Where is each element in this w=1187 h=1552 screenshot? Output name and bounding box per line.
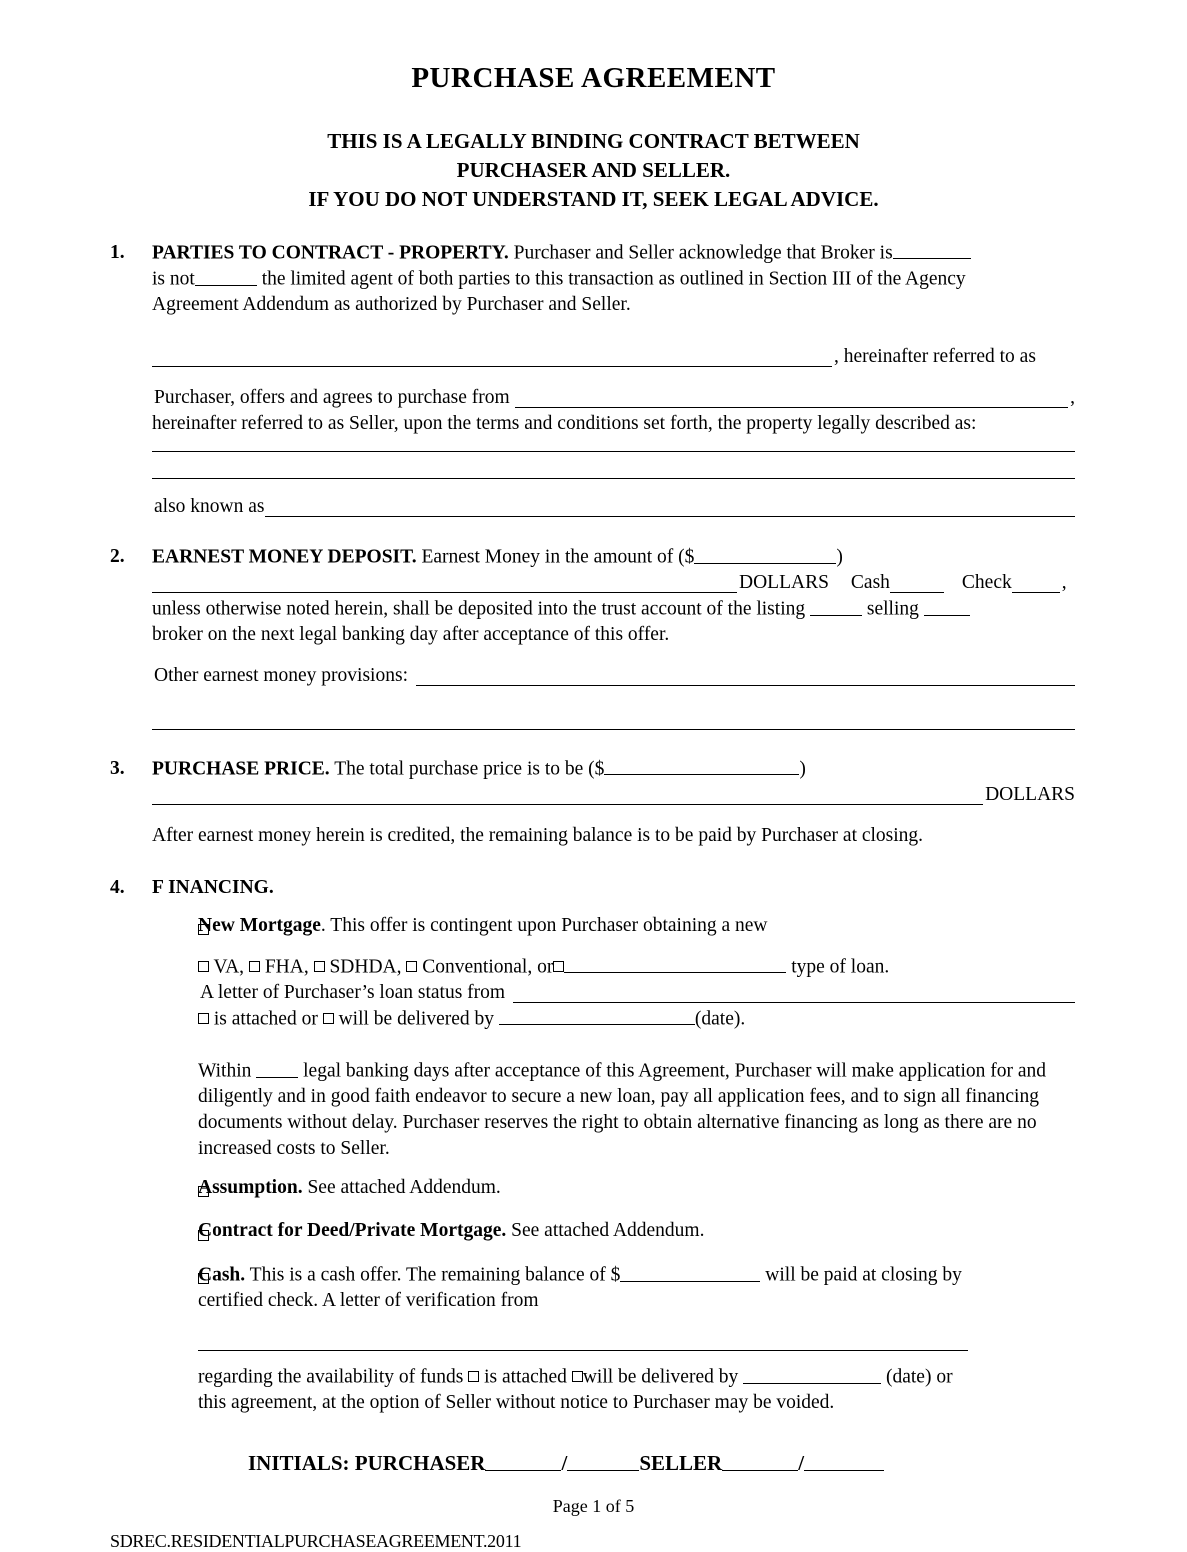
loan-type-sdhda-label: SDHDA, [324, 956, 407, 978]
unless-noted-label-b: selling [861, 598, 924, 620]
purchaser-name-row [152, 344, 1075, 370]
loan-status-letter-blank[interactable] [513, 982, 1075, 1003]
new-mortgage-label: New Mortgage [198, 915, 321, 937]
cash-verification-source-blank[interactable] [198, 1350, 968, 1351]
selling-broker-blank[interactable] [924, 596, 970, 616]
section-1-line-3: Agreement Addendum as authorized by Purchaser and Seller. [152, 294, 631, 316]
contract-for-deed-text: See attached Addendum. [506, 1220, 705, 1242]
checkbox-fha-icon[interactable] [249, 961, 260, 972]
also-known-as-row [152, 494, 1075, 520]
section-2-earnest-money-deposit [110, 544, 1075, 730]
initials-purchaser-blank-1[interactable] [485, 1450, 561, 1471]
document-subtitle [0, 95, 1187, 214]
assumption-label: Assumption. [198, 1176, 303, 1198]
subtitle-line-2: PURCHASER AND SELLER. [456, 157, 731, 182]
contract-for-deed-checkbox-cell [152, 1218, 198, 1249]
new-mortgage-text: . This offer is contingent upon Purchaser obtaining a new [320, 915, 768, 937]
financing-option-cash[interactable] [152, 1262, 1075, 1416]
hereinafter-referred-to-as-label: , hereinafter referred to as [834, 346, 1036, 368]
loan-types-line [198, 954, 1075, 980]
loan-status-delivery-line [198, 1006, 1075, 1032]
cash-line-1 [198, 1262, 1075, 1288]
loan-type-fha-label: FHA, [259, 956, 314, 978]
financing-option-new-mortgage[interactable] [152, 913, 1075, 1161]
checkbox-will-be-delivered-icon[interactable] [323, 1013, 334, 1024]
checkbox-sdhda-icon[interactable] [314, 961, 325, 972]
contract-for-deed-label: Contract for Deed/Private Mortgage. [198, 1220, 507, 1242]
section-1-heading-continuation: Purchaser and Seller acknowledge that Broker is [508, 242, 893, 264]
earnest-amount-close-paren: ) [836, 546, 843, 568]
other-provisions-row [152, 663, 1075, 689]
unless-noted-label-a: unless otherwise noted herein, shall be deposited into the trust account of the listing [152, 598, 810, 620]
other-loan-type-blank[interactable] [564, 954, 786, 974]
within-days-blank[interactable] [256, 1058, 298, 1078]
section-2-heading: EARNEST MONEY DEPOSIT. [152, 546, 417, 568]
also-known-as-blank[interactable] [265, 497, 1076, 518]
section-2-line-3 [152, 596, 1075, 622]
section-2-line-4: broker on the next legal banking day after acceptance of this offer. [152, 624, 670, 646]
loan-type-conventional-label: Conventional, [417, 956, 538, 978]
checkbox-cash-will-be-delivered-icon[interactable] [572, 1371, 583, 1382]
section-1-line-2 [152, 266, 1075, 292]
loan-status-date-blank[interactable] [499, 1006, 695, 1026]
purchase-price-label: The total purchase price is to be ($ [329, 758, 605, 780]
also-known-as-label: also known as [154, 496, 265, 518]
cash-voided-line: this agreement, at the option of Seller without notice to Purchaser may be voided. [198, 1392, 835, 1414]
cash-regarding-label-1: regarding the availability of funds [198, 1366, 469, 1388]
loan-status-letter-row [198, 980, 1075, 1006]
initials-seller-blank-2[interactable] [804, 1450, 884, 1471]
check-label: Check [961, 572, 1012, 594]
initials-slash-1: / [561, 1451, 568, 1476]
initials-slash-2: / [798, 1451, 805, 1476]
listing-broker-blank[interactable] [810, 596, 862, 616]
purchase-price-dollars-row [152, 782, 1075, 808]
new-mortgage-checkbox-cell [152, 913, 198, 944]
loan-type-or-label: or [537, 956, 554, 978]
page-number: Page 1 of 5 [552, 1496, 635, 1517]
is-not-blank[interactable] [195, 266, 257, 286]
section-1-line-1 [152, 240, 1075, 266]
section-1-heading: PARTIES TO CONTRACT - PROPERTY. [152, 242, 509, 264]
initials-purchaser-blank-2[interactable] [567, 1450, 639, 1471]
earnest-amount-label: Earnest Money in the amount of ($ [416, 546, 695, 568]
initials-purchaser-label: INITIALS: PURCHASER [248, 1451, 486, 1476]
checkbox-conventional-icon[interactable] [406, 961, 417, 972]
contract-for-deed-line [198, 1218, 1075, 1244]
section-1-line-2-rest: the limited agent of both parties to this transaction as outlined in Section III of the Agency [256, 268, 966, 290]
purchase-price-close-paren: ) [799, 758, 806, 780]
financing-option-contract-for-deed[interactable] [152, 1218, 1075, 1249]
section-4-number: 4. [110, 876, 125, 898]
cash-regarding-label-2: is attached [479, 1366, 572, 1388]
section-3-after-earnest: After earnest money herein is credited, the remaining balance is to be paid by Purchaser at closing. [152, 824, 924, 846]
cash-regarding-label-4: (date) or [881, 1366, 953, 1388]
checkbox-other-loan-icon[interactable] [553, 961, 564, 972]
other-provisions-blank-2[interactable] [152, 729, 1075, 730]
section-1-number: 1. [110, 241, 125, 263]
other-provisions-blank-1[interactable] [416, 665, 1075, 686]
cash-checkbox-cell [152, 1262, 198, 1293]
earnest-dollars-row [152, 570, 1075, 596]
new-mortgage-line [198, 913, 1075, 939]
section-4-financing [110, 875, 1075, 1417]
subtitle-line-1: THIS IS A LEGALLY BINDING CONTRACT BETWEEN [327, 129, 860, 153]
section-3-purchase-price [110, 756, 1075, 849]
initials-seller-blank-1[interactable] [722, 1450, 798, 1471]
within-days-rest: legal banking days after acceptance of this Agreement, Purchaser will make application for and diligently and in good faith endeavor to secure a new loan, pay all application fees, and to sign all financing documents without delay. Purchaser reserves the right to obtain alternative financing as long as there are no increased costs to Seller. [198, 1060, 1047, 1159]
earnest-dollars-label: DOLLARS [739, 572, 829, 594]
within-label: Within [198, 1060, 257, 1082]
section-1-parties-to-contract [110, 240, 1075, 520]
cash-label: Cash. [198, 1264, 246, 1286]
section-3-number: 3. [110, 757, 125, 779]
check-comma: , [1061, 572, 1067, 594]
purchaser-offers-label: Purchaser, offers and agrees to purchase from [154, 386, 515, 408]
financing-option-assumption[interactable] [152, 1175, 1075, 1206]
assumption-line [198, 1175, 1075, 1201]
cash-balance-blank[interactable] [620, 1262, 760, 1282]
is-not-label: is not [152, 268, 195, 290]
legal-description-blank-line-1[interactable] [152, 451, 1075, 452]
page-title: PURCHASE AGREEMENT [411, 62, 776, 94]
section-4-heading: F INANCING. [152, 876, 274, 898]
document-body [0, 240, 1187, 1416]
is-attached-label: is attached or [209, 1008, 323, 1030]
earnest-amount-blank[interactable] [694, 544, 836, 564]
purchase-price-blank[interactable] [604, 756, 799, 776]
type-of-loan-label: type of loan. [786, 956, 890, 978]
cash-blank[interactable] [890, 574, 944, 594]
section-2-line-1 [152, 544, 1075, 570]
earnest-dollars-blank[interactable] [152, 573, 737, 594]
assumption-checkbox-cell [152, 1175, 198, 1206]
loan-status-letter-label: A letter of Purchaser’s loan status from [200, 982, 506, 1004]
within-days-paragraph [198, 1058, 1075, 1161]
loan-status-date-paren: (date). [694, 1008, 746, 1030]
purchaser-name-blank[interactable] [152, 346, 832, 367]
cash-regarding-label-3: will be delivered by [582, 1366, 744, 1388]
cash-delivery-date-blank[interactable] [743, 1364, 881, 1384]
cash-text-2: will be paid at closing by [760, 1264, 962, 1286]
cash-regarding-line [198, 1364, 1075, 1390]
broker-is-blank[interactable] [893, 240, 971, 260]
loan-type-va-label: VA, [209, 956, 249, 978]
purchase-from-comma: , [1070, 386, 1075, 408]
section-3-line-1 [152, 756, 1075, 782]
initials-seller-label: SELLER [639, 1451, 723, 1476]
cash-line-2: certified check. A letter of verification from [198, 1290, 539, 1312]
section-2-number: 2. [110, 546, 125, 568]
hereinafter-seller-line: hereinafter referred to as Seller, upon the terms and conditions set forth, the property legally described as: [152, 412, 977, 434]
initials-row [0, 1450, 1187, 1476]
checkbox-is-attached-icon[interactable] [198, 1013, 209, 1024]
cash-text-1: This is a cash offer. The remaining balance of $ [245, 1264, 621, 1286]
purchase-from-row [152, 385, 1075, 411]
assumption-text: See attached Addendum. [302, 1176, 501, 1198]
purchase-price-dollars-blank[interactable] [152, 784, 983, 805]
subtitle-line-3: IF YOU DO NOT UNDERSTAND IT, SEEK LEGAL ADVICE. [308, 186, 879, 211]
check-blank[interactable] [1012, 574, 1060, 594]
section-3-heading: PURCHASE PRICE. [152, 758, 330, 780]
form-code: SDREC.RESIDENTIALPURCHASEAGREEMENT.2011 [110, 1531, 522, 1552]
will-be-delivered-label: will be delivered by [333, 1008, 499, 1030]
checkbox-cash-is-attached-icon[interactable] [468, 1371, 479, 1382]
legal-description-blank-line-2[interactable] [152, 478, 1075, 479]
cash-label: Cash [850, 572, 890, 594]
purchase-price-dollars-label: DOLLARS [985, 784, 1075, 806]
seller-name-blank[interactable] [515, 387, 1069, 408]
checkbox-va-icon[interactable] [198, 961, 209, 972]
other-provisions-label: Other earnest money provisions: [154, 665, 408, 687]
